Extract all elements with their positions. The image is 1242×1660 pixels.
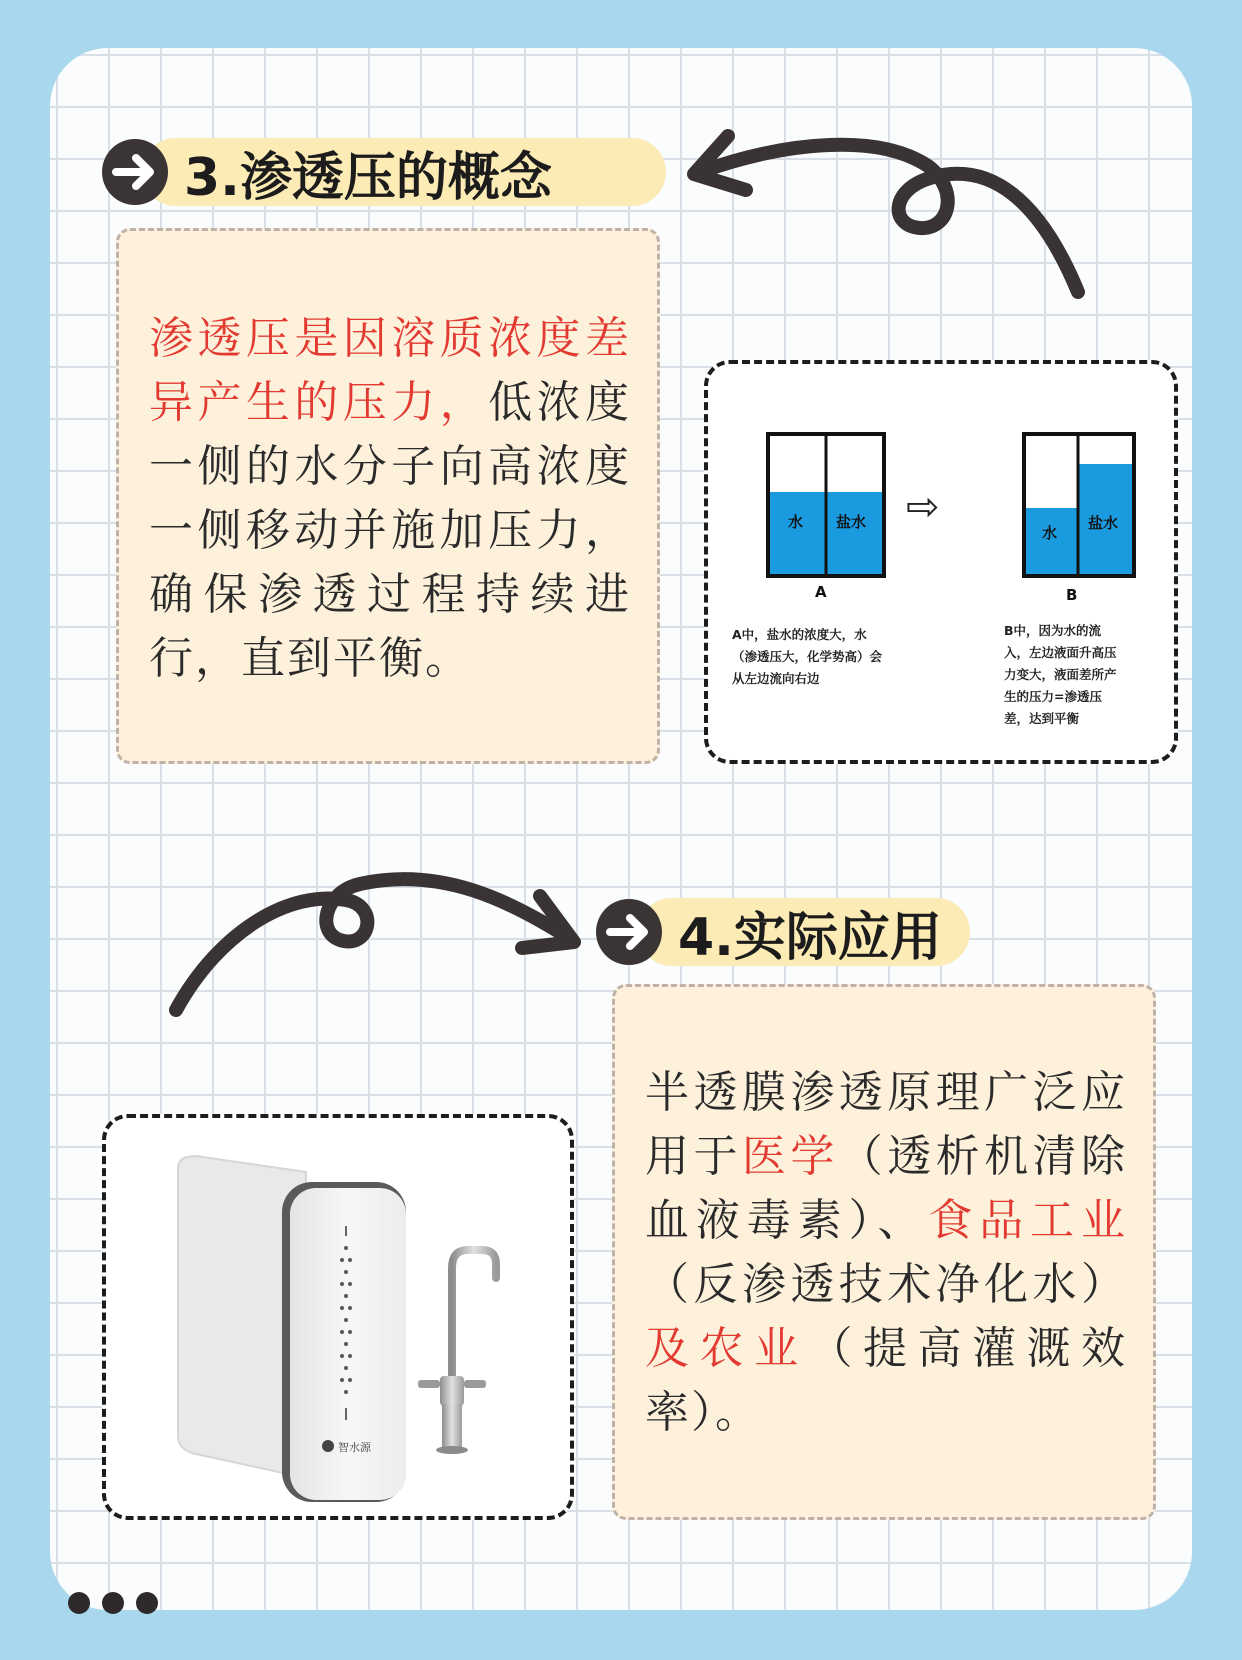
section-4-textbox xyxy=(612,984,1156,1520)
application-text: （提高灌溉效率）。 xyxy=(645,1323,1127,1438)
application-text: （透析机清除血液毒素）、 xyxy=(645,1131,1128,1246)
section-3-paragraph xyxy=(149,307,631,691)
definition-highlight: 渗透压是因溶质浓度差异产生的压力， xyxy=(149,313,631,428)
container-a-left-label: 水 xyxy=(788,513,804,531)
application-text: 半透膜渗透原理广泛应用于 xyxy=(645,1067,1127,1182)
note-b-line: 差，达到平衡 xyxy=(1004,711,1080,726)
note-b xyxy=(1004,620,1164,730)
container-a-caption: A xyxy=(815,583,827,601)
container-a-right-water xyxy=(826,492,884,576)
container-b-left-water xyxy=(1024,508,1078,576)
note-a-line: （渗透压大，化学势高）会 xyxy=(732,649,883,664)
note-b-line: 入，左边液面升高压 xyxy=(1004,645,1117,660)
note-a xyxy=(732,624,932,690)
section-3-title: 3.渗透压的概念 xyxy=(184,147,552,208)
container-b-caption: B xyxy=(1066,586,1078,604)
application-agriculture: 及农业 xyxy=(645,1323,809,1374)
section-4-heading xyxy=(596,894,942,970)
hollow-arrow-icon: ⇨ xyxy=(906,484,940,530)
osmosis-diagram-box xyxy=(704,360,1178,764)
arrow-right-icon xyxy=(102,139,168,205)
application-medicine: 医学 xyxy=(741,1131,839,1182)
arrow-right-icon xyxy=(596,899,662,965)
note-b-line: B中，因为水的流 xyxy=(1004,623,1102,638)
section-4-title: 4.实际应用 xyxy=(678,907,942,968)
section-3-heading xyxy=(102,134,552,210)
container-a-left-water xyxy=(768,492,826,576)
container-b-right-label: 盐水 xyxy=(1088,514,1119,532)
purifier-brand: 智水源 xyxy=(338,1441,371,1454)
section-3-textbox xyxy=(116,228,660,764)
application-food-industry: 食品工业 xyxy=(928,1195,1128,1246)
container-a xyxy=(768,434,884,576)
container-a-right-label: 盐水 xyxy=(836,513,867,531)
application-text: （反渗透技术净化水） xyxy=(645,1259,1127,1310)
section-4-paragraph xyxy=(645,1061,1127,1445)
purifier-image-box xyxy=(102,1114,574,1520)
ellipsis-dots xyxy=(68,1592,170,1618)
definition-body: 低浓度一侧的水分子向高浓度一侧移动并施加压力，确保渗透过程持续进行，直到平衡。 xyxy=(149,377,632,684)
note-a-line: 从左边流向右边 xyxy=(732,671,820,686)
water-purifier-illustration xyxy=(106,1118,570,1516)
container-b xyxy=(1024,434,1134,576)
note-a-line: A中，盐水的浓度大，水 xyxy=(732,627,867,642)
note-b-line: 力变大，液面差所产 xyxy=(1004,667,1117,682)
note-b-line: 生的压力=渗透压 xyxy=(1004,689,1102,704)
container-b-left-label: 水 xyxy=(1042,524,1058,542)
